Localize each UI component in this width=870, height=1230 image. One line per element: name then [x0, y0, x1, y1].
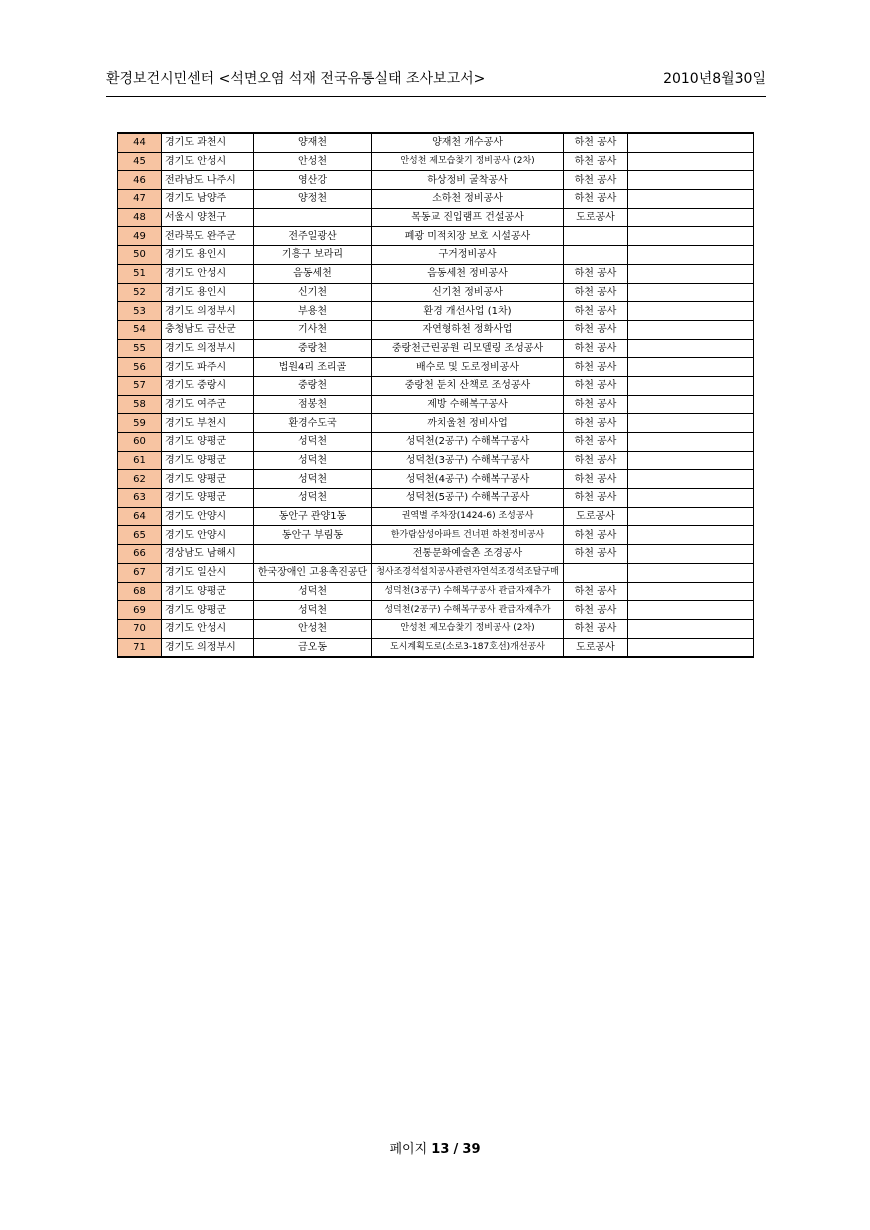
row-region: 경기도 양평군	[162, 451, 254, 470]
row-region: 경상남도 남해시	[162, 545, 254, 564]
row-site: 양재천	[254, 133, 372, 152]
row-number: 62	[118, 470, 162, 489]
row-notes	[628, 582, 754, 601]
row-number: 59	[118, 414, 162, 433]
row-work: 중랑천근린공원 리모델링 조성공사	[372, 339, 564, 358]
row-type: 하천 공사	[564, 339, 628, 358]
row-work: 배수로 및 도로정비공사	[372, 358, 564, 377]
row-notes	[628, 563, 754, 582]
row-type: 하천 공사	[564, 433, 628, 452]
row-notes	[628, 227, 754, 246]
row-region: 경기도 파주시	[162, 358, 254, 377]
row-region: 경기도 남양주	[162, 190, 254, 209]
row-number: 50	[118, 246, 162, 265]
row-type: 도로공사	[564, 638, 628, 657]
row-type: 하천 공사	[564, 601, 628, 620]
page-footer	[0, 1138, 870, 1157]
row-notes	[628, 489, 754, 508]
row-site: 양정천	[254, 190, 372, 209]
row-work: 성덕천(3공구) 수해복구공사 관급자재추가	[372, 582, 564, 601]
row-notes	[628, 526, 754, 545]
row-type: 하천 공사	[564, 489, 628, 508]
row-work: 하상정비 굴착공사	[372, 171, 564, 190]
table-row	[118, 227, 754, 246]
row-number: 53	[118, 302, 162, 321]
row-number: 56	[118, 358, 162, 377]
row-type: 하천 공사	[564, 190, 628, 209]
table-row	[118, 395, 754, 414]
row-region: 경기도 안성시	[162, 264, 254, 283]
row-region: 경기도 과천시	[162, 133, 254, 152]
page-total: 39	[462, 1142, 481, 1157]
row-work: 자연형하천 정화사업	[372, 320, 564, 339]
row-work: 성덕천(5공구) 수해복구공사	[372, 489, 564, 508]
row-number: 65	[118, 526, 162, 545]
table-row	[118, 507, 754, 526]
row-region: 전라북도 완주군	[162, 227, 254, 246]
row-region: 경기도 양평군	[162, 433, 254, 452]
table-row	[118, 190, 754, 209]
row-site: 동안구 부림동	[254, 526, 372, 545]
row-work: 성덕천(2공구) 수해복구공사 관급자재추가	[372, 601, 564, 620]
row-region: 경기도 용인시	[162, 283, 254, 302]
row-notes	[628, 395, 754, 414]
page-header	[106, 68, 766, 88]
table-row	[118, 526, 754, 545]
row-site: 영산강	[254, 171, 372, 190]
row-site: 성덕천	[254, 489, 372, 508]
header-divider	[106, 96, 766, 97]
row-site: 성덕천	[254, 601, 372, 620]
row-type: 하천 공사	[564, 470, 628, 489]
row-work: 목동교 진입램프 건설공사	[372, 208, 564, 227]
row-region: 경기도 의정부시	[162, 339, 254, 358]
table-row	[118, 433, 754, 452]
row-type: 하천 공사	[564, 320, 628, 339]
page-separator: /	[453, 1142, 459, 1157]
table-row	[118, 619, 754, 638]
table-row	[118, 470, 754, 489]
row-number: 64	[118, 507, 162, 526]
table-body	[118, 133, 754, 657]
row-type: 하천 공사	[564, 302, 628, 321]
row-work: 소하천 정비공사	[372, 190, 564, 209]
row-type: 하천 공사	[564, 152, 628, 171]
row-number: 70	[118, 619, 162, 638]
row-type: 도로공사	[564, 208, 628, 227]
table-row	[118, 302, 754, 321]
row-notes	[628, 320, 754, 339]
row-region: 서울시 양천구	[162, 208, 254, 227]
row-site: 전주일광산	[254, 227, 372, 246]
table-row	[118, 152, 754, 171]
row-work: 전통문화예술촌 조경공사	[372, 545, 564, 564]
row-notes	[628, 339, 754, 358]
row-site: 중랑천	[254, 376, 372, 395]
row-notes	[628, 208, 754, 227]
row-type: 하천 공사	[564, 358, 628, 377]
row-type: 하천 공사	[564, 582, 628, 601]
table-row	[118, 171, 754, 190]
report-title: 환경보건시민센터 <석면오염 석재 전국유통실태 조사보고서>	[106, 71, 486, 87]
row-number: 54	[118, 320, 162, 339]
row-site: 기흥구 보라리	[254, 246, 372, 265]
row-site: 금오동	[254, 638, 372, 657]
row-region: 경기도 부천시	[162, 414, 254, 433]
row-region: 경기도 양평군	[162, 582, 254, 601]
row-type: 하천 공사	[564, 264, 628, 283]
row-type: 하천 공사	[564, 171, 628, 190]
table-row	[118, 320, 754, 339]
row-number: 52	[118, 283, 162, 302]
row-site: 신기천	[254, 283, 372, 302]
row-region: 충청남도 금산군	[162, 320, 254, 339]
table-row	[118, 601, 754, 620]
row-notes	[628, 507, 754, 526]
row-notes	[628, 601, 754, 620]
row-notes	[628, 376, 754, 395]
table-row	[118, 563, 754, 582]
row-number: 51	[118, 264, 162, 283]
row-region: 경기도 양평군	[162, 601, 254, 620]
row-work: 환경 개선사업 (1차)	[372, 302, 564, 321]
row-site	[254, 208, 372, 227]
row-site: 법원4리 조리골	[254, 358, 372, 377]
table-row	[118, 582, 754, 601]
table-row	[118, 545, 754, 564]
row-site: 음동세천	[254, 264, 372, 283]
row-notes	[628, 171, 754, 190]
row-notes	[628, 414, 754, 433]
row-site: 기사천	[254, 320, 372, 339]
row-work: 성덕천(2공구) 수해복구공사	[372, 433, 564, 452]
row-notes	[628, 619, 754, 638]
row-number: 60	[118, 433, 162, 452]
row-site: 부용천	[254, 302, 372, 321]
row-region: 경기도 의정부시	[162, 638, 254, 657]
table-row	[118, 414, 754, 433]
row-work: 권역별 주차장(1424-6) 조성공사	[372, 507, 564, 526]
row-notes	[628, 545, 754, 564]
row-number: 58	[118, 395, 162, 414]
row-work: 안성천 제모습찾기 정비공사 (2차)	[372, 152, 564, 171]
row-work: 안성천 제모습찾기 정비공사 (2차)	[372, 619, 564, 638]
row-work: 성덕천(3공구) 수해복구공사	[372, 451, 564, 470]
row-number: 46	[118, 171, 162, 190]
row-number: 47	[118, 190, 162, 209]
row-type	[564, 246, 628, 265]
row-number: 71	[118, 638, 162, 657]
row-number: 61	[118, 451, 162, 470]
page-current: 13	[431, 1142, 450, 1157]
row-type: 하천 공사	[564, 283, 628, 302]
row-number: 49	[118, 227, 162, 246]
row-work: 신기천 정비공사	[372, 283, 564, 302]
table-row	[118, 133, 754, 152]
row-number: 67	[118, 563, 162, 582]
table-row	[118, 246, 754, 265]
row-work: 음동세천 정비공사	[372, 264, 564, 283]
page-label: 페이지	[389, 1142, 428, 1157]
row-notes	[628, 451, 754, 470]
row-type: 하천 공사	[564, 376, 628, 395]
row-work: 까치울천 정비사업	[372, 414, 564, 433]
table-row	[118, 638, 754, 657]
row-notes	[628, 190, 754, 209]
row-work: 제방 수해복구공사	[372, 395, 564, 414]
distribution-table	[117, 132, 754, 658]
row-type: 하천 공사	[564, 133, 628, 152]
table-row	[118, 339, 754, 358]
row-work: 성덕천(4공구) 수해복구공사	[372, 470, 564, 489]
row-work: 한가람삼성아파트 건너편 하천정비공사	[372, 526, 564, 545]
row-notes	[628, 246, 754, 265]
table-row	[118, 208, 754, 227]
row-site: 중랑천	[254, 339, 372, 358]
row-notes	[628, 433, 754, 452]
row-number: 44	[118, 133, 162, 152]
row-type: 하천 공사	[564, 545, 628, 564]
row-region: 경기도 안성시	[162, 152, 254, 171]
row-site: 안성천	[254, 152, 372, 171]
row-site: 안성천	[254, 619, 372, 638]
row-number: 68	[118, 582, 162, 601]
row-work: 중랑천 둔치 산책로 조성공사	[372, 376, 564, 395]
table-row	[118, 283, 754, 302]
row-work: 청사조경석설치공사관련자연석조경석조달구매	[372, 563, 564, 582]
row-number: 45	[118, 152, 162, 171]
table-row	[118, 376, 754, 395]
report-date: 2010년8월30일	[663, 71, 766, 87]
row-type: 하천 공사	[564, 395, 628, 414]
row-number: 66	[118, 545, 162, 564]
row-type: 하천 공사	[564, 414, 628, 433]
row-notes	[628, 638, 754, 657]
row-region: 경기도 양평군	[162, 489, 254, 508]
row-work: 폐광 미적치장 보호 시설공사	[372, 227, 564, 246]
row-region: 경기도 양평군	[162, 470, 254, 489]
row-type: 하천 공사	[564, 451, 628, 470]
row-type: 도로공사	[564, 507, 628, 526]
row-site	[254, 545, 372, 564]
row-region: 경기도 중랑시	[162, 376, 254, 395]
table-row	[118, 264, 754, 283]
row-type	[564, 227, 628, 246]
row-type	[564, 563, 628, 582]
row-work: 양재천 개수공사	[372, 133, 564, 152]
row-site: 성덕천	[254, 470, 372, 489]
table-row	[118, 358, 754, 377]
table-row	[118, 451, 754, 470]
row-notes	[628, 358, 754, 377]
row-site: 동안구 관양1동	[254, 507, 372, 526]
row-site: 성덕천	[254, 582, 372, 601]
row-site: 점봉천	[254, 395, 372, 414]
row-region: 경기도 안양시	[162, 507, 254, 526]
row-site: 환경수도국	[254, 414, 372, 433]
row-region: 경기도 안성시	[162, 619, 254, 638]
row-type: 하천 공사	[564, 526, 628, 545]
row-region: 전라남도 나주시	[162, 171, 254, 190]
row-region: 경기도 일산시	[162, 563, 254, 582]
row-site: 성덕천	[254, 451, 372, 470]
row-number: 55	[118, 339, 162, 358]
row-work: 도시계획도로(소로3-187호선)개선공사	[372, 638, 564, 657]
table-row	[118, 489, 754, 508]
row-notes	[628, 152, 754, 171]
row-type: 하천 공사	[564, 619, 628, 638]
row-number: 69	[118, 601, 162, 620]
row-site: 한국장애인 고용촉진공단	[254, 563, 372, 582]
row-region: 경기도 용인시	[162, 246, 254, 265]
row-notes	[628, 470, 754, 489]
row-notes	[628, 133, 754, 152]
row-region: 경기도 의정부시	[162, 302, 254, 321]
row-notes	[628, 302, 754, 321]
row-work: 구거정비공사	[372, 246, 564, 265]
row-notes	[628, 264, 754, 283]
row-region: 경기도 여주군	[162, 395, 254, 414]
row-number: 48	[118, 208, 162, 227]
row-site: 성덕천	[254, 433, 372, 452]
row-number: 63	[118, 489, 162, 508]
row-number: 57	[118, 376, 162, 395]
row-notes	[628, 283, 754, 302]
row-region: 경기도 안양시	[162, 526, 254, 545]
